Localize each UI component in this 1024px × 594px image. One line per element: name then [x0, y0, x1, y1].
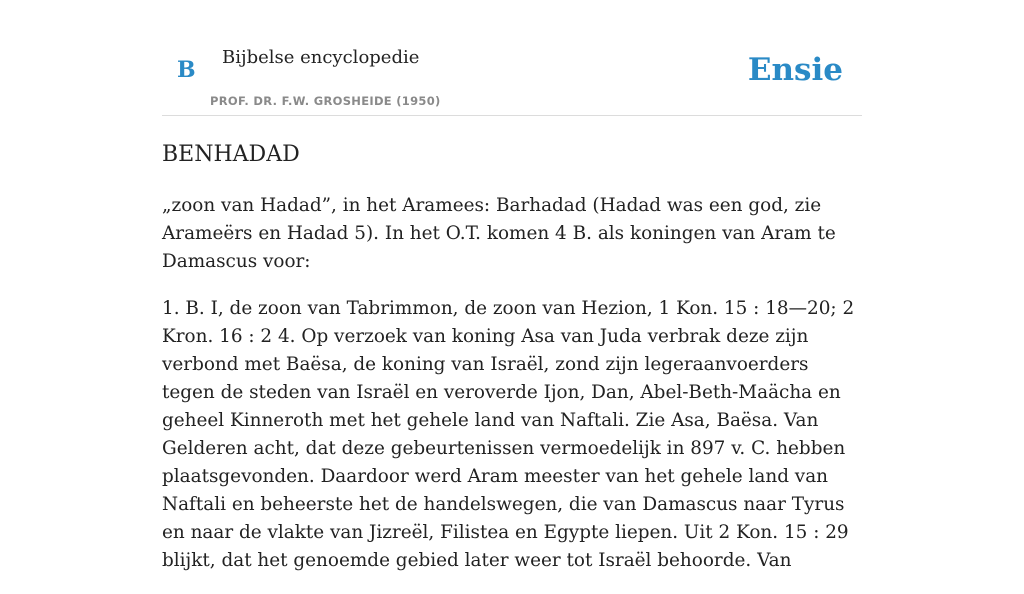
book-title[interactable]: Bijbelse encyclopedie [222, 47, 420, 68]
entry-title: BENHADAD [162, 142, 300, 167]
book-logo-letter[interactable]: B [177, 57, 196, 83]
book-header [162, 0, 862, 116]
site-logo[interactable]: Ensie [747, 52, 843, 88]
entry-body [162, 192, 867, 594]
page-container [162, 0, 862, 571]
entry-paragraph-2: 1. B. I, de zoon van Tabrimmon, de zoon van Hezion, 1 Kon. 15 : 18—20; 2 Kron. 16 : 2 4. Op verzoek van koning Asa van Juda verbrak deze zijn verbond met Baësa, de koning van Israël, zond zijn legeraanvoerders tegen de steden van Israël en veroverde Ijon, Dan, Abel-Beth-Maächa en geheel Kinneroth met het gehele land van Naftali. Zie Asa, Baësa. Van Gelderen acht, dat deze gebeurtenissen vermoedelijk in 897 v. C. hebben plaatsgevonden. Daardoor werd Aram meester van het gehele land van Naftali en beheerste het de handelswegen, die van Damascus naar Tyrus en naar de vlakte van Jizreël, Filistea en Egypte liepen. Uit 2 Kon. 15 : 29 blijkt, dat het genoemde gebied later weer tot Israël behoorde. Van [162, 298, 855, 571]
entry-paragraph-1: „zoon van Hadad”, in het Aramees: Barhadad (Hadad was een god, zie Arameërs en Hadad 5). In het O.T. komen 4 B. als koningen van Aram te Damascus voor: [162, 195, 836, 272]
book-author: PROF. DR. F.W. GROSHEIDE (1950) [210, 94, 441, 108]
